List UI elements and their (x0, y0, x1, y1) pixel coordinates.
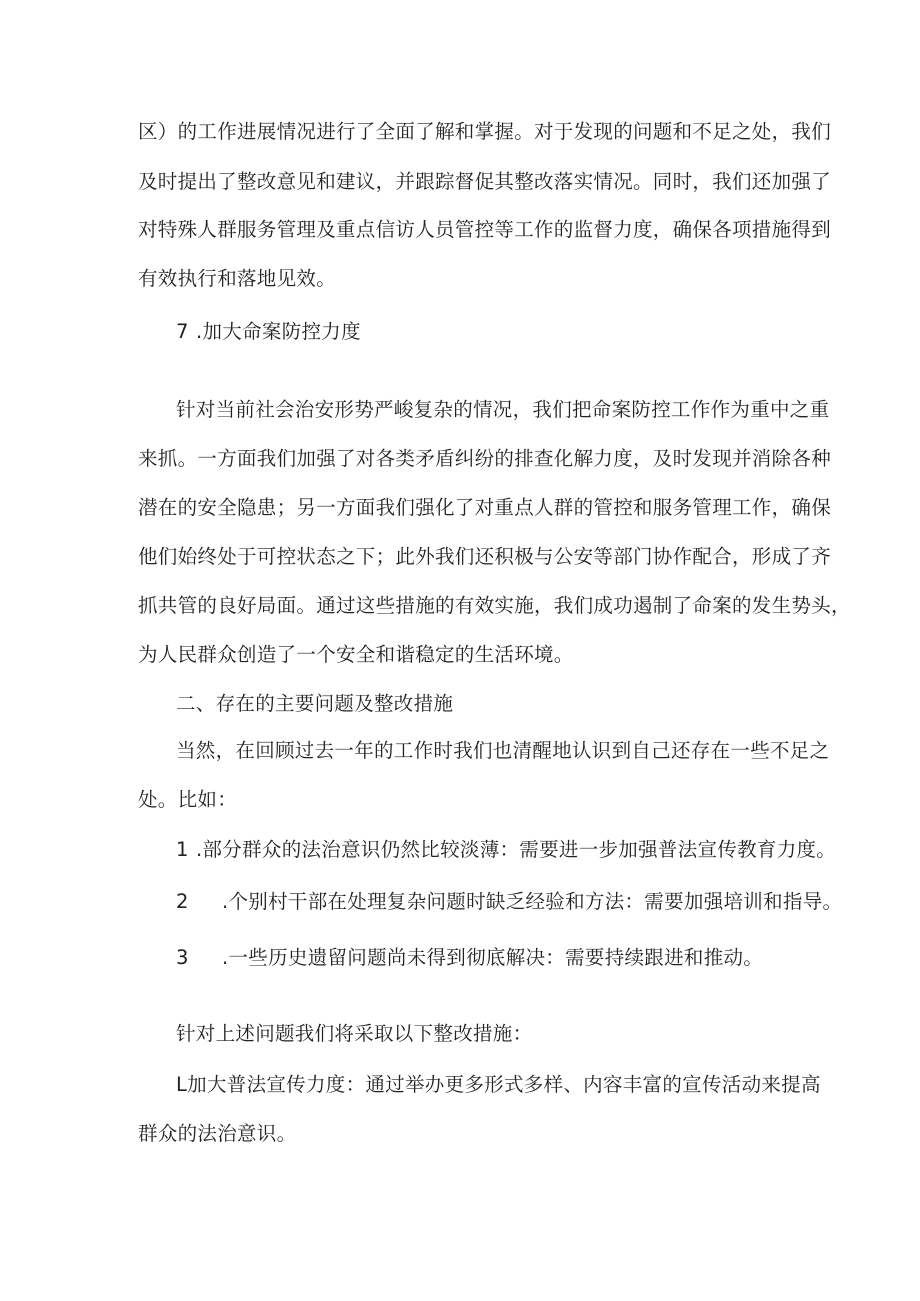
problem-2-number: 2 (176, 890, 189, 913)
measures-intro: 针对上述问题我们将采取以下整改措施： (176, 1022, 533, 1045)
paragraph-2-line-5: 抓共管的良好局面。通过这些措施的有效实施，我们成功遏制了命案的发生势头， (138, 594, 851, 617)
heading-7-text: .加大命案防控力度 (196, 320, 361, 343)
problem-item-1 (176, 836, 836, 864)
problem-1-number: 1 (176, 838, 189, 861)
paragraph-2-line-1: 针对当前社会治安形势严峻复杂的情况，我们把命案防控工作作为重中之重 (176, 398, 830, 421)
paragraph-1-line-3: 对特殊人群服务管理及重点信访人员管控等工作的监督力度，确保各项措施得到 (138, 218, 832, 241)
paragraph-2-line-6: 为人民群众创造了一个安全和谐稳定的生活环境。 (138, 643, 574, 666)
problem-item-3 (176, 944, 763, 972)
problem-3-text: .一些历史遗留问题尚未得到彻底解决：需要持续跟进和推动。 (222, 946, 764, 969)
paragraph-2-line-4: 他们始终处于可控状态之下；此外我们还积极与公安等部门协作配合，形成了齐 (138, 545, 832, 568)
paragraph-1-line-2: 及时提出了整改意见和建议，并跟踪督促其整改落实情况。同时，我们还加强了 (138, 170, 832, 193)
paragraph-2-line-3: 潜在的安全隐患；另一方面我们强化了对重点人群的管控和服务管理工作，确保 (138, 496, 832, 519)
paragraph-1-line-1: 区）的工作进展情况进行了全面了解和掌握。对于发现的问题和不足之处，我们 (138, 120, 832, 143)
heading-7 (176, 318, 361, 346)
heading-7-number: 7 (176, 320, 189, 343)
measure-1-line-2: 群众的法治意识。 (138, 1122, 297, 1145)
problem-3-number: 3 (176, 946, 189, 969)
paragraph-3-line-1: 当然，在回顾过去一年的工作时我们也清醒地认识到自己还存在一些不足之 (176, 739, 830, 762)
problem-1-text: .部分群众的法治意识仍然比较淡薄：需要进一步加强普法宣传教育力度。 (196, 838, 837, 861)
measure-1-line-1: L加大普法宣传力度：通过举办更多形式多样、内容丰富的宣传活动来提高 (176, 1073, 821, 1096)
paragraph-3-line-2: 处。比如： (138, 788, 238, 811)
paragraph-2-line-2: 来抓。一方面我们加强了对各类矛盾纠纷的排查化解力度，及时发现并消除各种 (138, 447, 832, 470)
section-2-heading: 二、存在的主要问题及整改措施 (176, 692, 454, 715)
paragraph-1-line-4: 有效执行和落地见效。 (138, 267, 337, 290)
problem-item-2 (176, 888, 842, 916)
problem-2-text: .个别村干部在处理复杂问题时缺乏经验和方法：需要加强培训和指导。 (222, 890, 843, 913)
